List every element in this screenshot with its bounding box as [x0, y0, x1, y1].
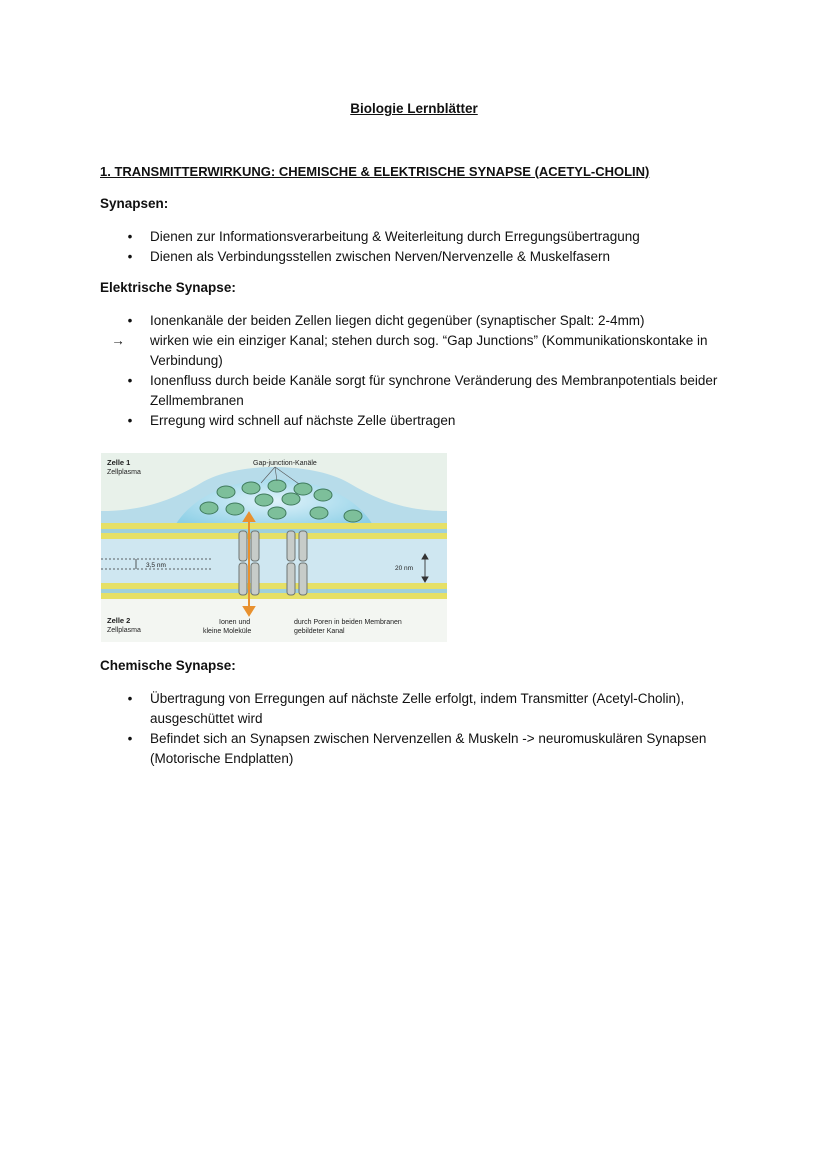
- chemische-synapse-list: [100, 689, 740, 769]
- elektrische-synapse-list: [100, 311, 740, 431]
- bullet-icon: •: [127, 373, 133, 388]
- cell2-subtitle: Zellplasma: [107, 627, 141, 634]
- cell1-title: Zelle 1: [107, 458, 131, 467]
- bullet-icon: •: [127, 413, 133, 428]
- dimension-left-label: 3,5 nm: [146, 562, 166, 569]
- gap-junction-diagram: [101, 453, 447, 642]
- list-item: • Erregung wird schnell auf nächste Zelle übertragen: [100, 411, 740, 431]
- list-item: • Ionenkanäle der beiden Zellen liegen dicht gegenüber (synaptischer Spalt: 2-4mm): [100, 311, 740, 331]
- bullet-icon: •: [127, 691, 133, 706]
- bullet-icon: •: [127, 249, 133, 264]
- synaptic-gap: [101, 539, 447, 583]
- list-item: • Befindet sich an Synapsen zwischen Nervenzellen & Muskeln -> neuromuskulären Synapsen (Motorische Endplatten): [100, 729, 740, 769]
- ions-label-line2: kleine Moleküle: [203, 628, 252, 635]
- elektrische-synapse-heading: Elektrische Synapse:: [100, 280, 236, 295]
- arrow-right-icon: →: [111, 333, 125, 348]
- pores-label-line2: gebildeter Kanal: [294, 628, 345, 635]
- list-item: • Dienen als Verbindungsstellen zwischen Nerven/Nervenzelle & Muskelfasern: [100, 247, 740, 267]
- section-heading: 1. TRANSMITTERWIRKUNG: CHEMISCHE & ELEKTRISCHE SYNAPSE (ACETYL-CHOLIN): [100, 164, 650, 179]
- list-item: • Ionenfluss durch beide Kanäle sorgt für synchrone Veränderung des Membranpotentials beider Zellmembranen: [100, 371, 740, 411]
- pores-label-line1: durch Poren in beiden Membranen: [294, 619, 402, 626]
- bullet-icon: •: [127, 313, 133, 328]
- chemische-synapse-heading: Chemische Synapse:: [100, 658, 236, 673]
- dimension-right-label: 20 nm: [395, 565, 414, 572]
- cell2-title: Zelle 2: [107, 616, 131, 625]
- synapsen-list: [100, 227, 740, 267]
- list-item: • Übertragung von Erregungen auf nächste Zelle erfolgt, indem Transmitter (Acetyl-Cholin), ausgeschüttet wird: [100, 689, 740, 729]
- bullet-icon: •: [127, 731, 133, 746]
- list-item: → wirken wie ein einziger Kanal; stehen durch sog. “Gap Junctions” (Kommunikationskontake in Verbindung): [100, 331, 740, 371]
- gap-junction-label: Gap-junction-Kanäle: [253, 460, 317, 467]
- ions-label-line1: Ionen und: [219, 619, 251, 626]
- bullet-icon: •: [127, 229, 133, 244]
- synapsen-heading: Synapsen:: [100, 196, 169, 211]
- cell1-subtitle: Zellplasma: [107, 469, 141, 476]
- page-title: Biologie Lernblätter: [350, 101, 478, 116]
- list-item: • Dienen zur Informationsverarbeitung & Weiterleitung durch Erregungsübertragung: [100, 227, 740, 247]
